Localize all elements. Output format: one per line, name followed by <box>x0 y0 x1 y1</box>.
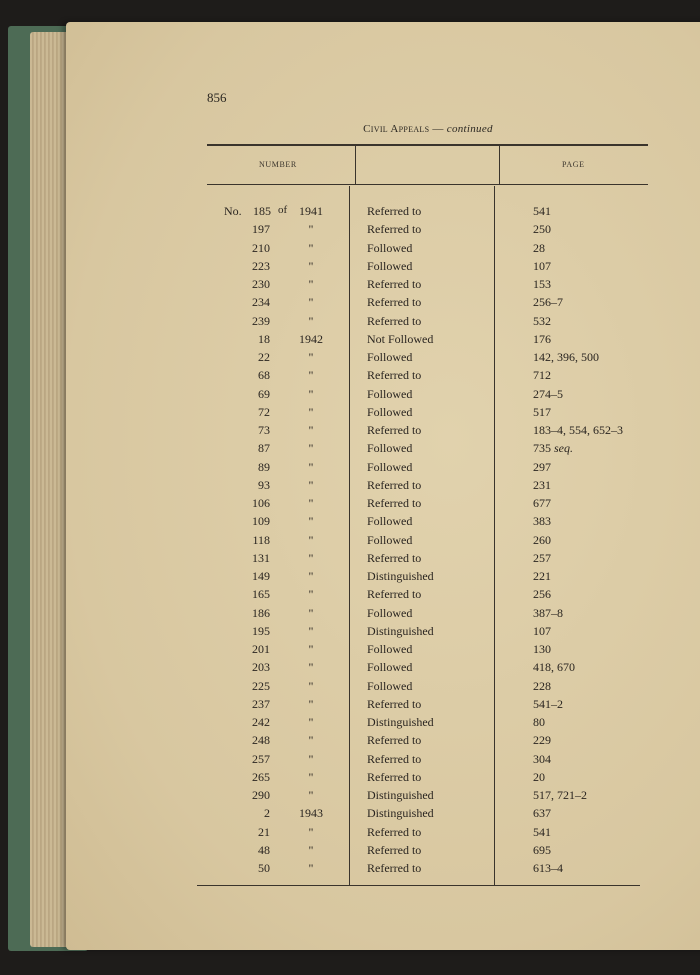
row-year: " <box>308 423 314 437</box>
row-page: 142, 396, 500 <box>533 350 599 364</box>
table-bottom-rule <box>197 885 640 886</box>
table-row <box>0 350 700 368</box>
table-row <box>0 569 700 587</box>
row-page: 274–5 <box>533 386 563 401</box>
row-treatment: Referred to <box>367 313 422 328</box>
row-page: 613–4 <box>533 861 563 875</box>
row-year: " <box>308 550 314 565</box>
row-number: 223 <box>252 258 270 273</box>
row-year: " <box>308 368 314 383</box>
table-row <box>0 277 700 295</box>
row-number: 257 <box>252 751 270 766</box>
table-row <box>0 733 700 751</box>
row-number: 225 <box>252 678 270 693</box>
table-row <box>0 295 700 313</box>
row-page: 712 <box>533 368 551 383</box>
table-row <box>0 715 700 733</box>
row-treatment: Followed <box>367 459 413 474</box>
row-number: 50 <box>258 861 270 875</box>
row-year: 1941 <box>299 204 323 218</box>
row-number: 106 <box>252 496 270 510</box>
row-treatment: Distinguished <box>367 806 434 821</box>
row-year: " <box>308 842 314 857</box>
table-row <box>0 405 700 423</box>
row-treatment: Distinguished <box>367 623 434 638</box>
row-treatment: Followed <box>367 350 413 364</box>
row-number: 72 <box>258 404 270 419</box>
row-treatment: Followed <box>367 404 413 419</box>
column-header-number: NUMBER <box>259 160 297 169</box>
row-page: 256–7 <box>533 295 563 310</box>
row-treatment: Referred to <box>367 842 422 857</box>
row-treatment: Referred to <box>367 277 422 291</box>
row-number: 186 <box>252 605 270 620</box>
row-page: 541–2 <box>533 696 563 711</box>
row-year: " <box>308 459 314 474</box>
row-treatment: Referred to <box>367 477 422 492</box>
row-page: 80 <box>533 715 545 729</box>
row-page: 517, 721–2 <box>533 788 587 802</box>
row-page: 183–4, 554, 652–3 <box>533 423 623 437</box>
row-treatment: Referred to <box>367 824 422 839</box>
row-number: 68 <box>258 368 270 383</box>
row-number: 48 <box>258 842 270 857</box>
table-row <box>0 861 700 879</box>
table-row <box>0 533 700 551</box>
row-year: " <box>308 295 314 310</box>
row-treatment: Followed <box>367 605 413 620</box>
row-page: 250 <box>533 222 551 237</box>
row-number: 197 <box>252 222 270 237</box>
row-treatment: Followed <box>367 240 413 255</box>
table-row <box>0 478 700 496</box>
row-page: 28 <box>533 240 545 255</box>
table-row <box>0 843 700 861</box>
table-row <box>0 697 700 715</box>
table-row <box>0 368 700 386</box>
row-page-cell <box>533 441 573 456</box>
row-year: " <box>308 733 314 748</box>
column-header-page: PAGE <box>562 160 585 169</box>
row-treatment: Followed <box>367 386 413 401</box>
row-year: " <box>308 788 314 802</box>
table-row <box>0 752 700 770</box>
row-year: " <box>308 861 314 875</box>
running-head-title: Civil Appeals <box>363 123 430 135</box>
row-treatment: Referred to <box>367 751 422 766</box>
row-number: 203 <box>252 660 270 675</box>
row-treatment: Distinguished <box>367 715 434 729</box>
row-number: 230 <box>252 277 270 291</box>
row-treatment: Followed <box>367 642 413 656</box>
row-year: " <box>308 696 314 711</box>
row-page: 517 <box>533 404 551 419</box>
row-year: " <box>308 587 314 602</box>
row-year: " <box>308 532 314 547</box>
row-year: " <box>308 605 314 620</box>
row-page: 256 <box>533 587 551 602</box>
table-row <box>0 825 700 843</box>
row-number: 131 <box>252 550 270 565</box>
row-number: 165 <box>252 587 270 602</box>
table-row <box>0 460 700 478</box>
row-year: " <box>308 258 314 273</box>
row-treatment: Referred to <box>367 861 422 875</box>
row-page: 304 <box>533 751 551 766</box>
row-number: 93 <box>258 477 270 492</box>
row-year: " <box>308 313 314 328</box>
row-treatment: Referred to <box>367 696 422 711</box>
row-year: " <box>308 678 314 693</box>
row-treatment: Referred to <box>367 496 422 510</box>
row-year: " <box>308 240 314 255</box>
row-treatment: Followed <box>367 678 413 693</box>
row-treatment: Referred to <box>367 550 422 565</box>
row-page: 383 <box>533 514 551 529</box>
row-treatment: Distinguished <box>367 788 434 802</box>
row-page: 130 <box>533 642 551 656</box>
row-year: " <box>308 477 314 492</box>
row-year: 1943 <box>299 806 323 821</box>
row-page: 153 <box>533 277 551 291</box>
row-treatment: Distinguished <box>367 569 434 583</box>
row-page: 735 <box>533 441 551 456</box>
table-row <box>0 624 700 642</box>
table-row <box>0 606 700 624</box>
row-number: 87 <box>258 441 270 456</box>
row-page: 20 <box>533 769 545 784</box>
table-row <box>0 551 700 569</box>
row-number: 21 <box>258 824 270 839</box>
row-prefix: No. <box>224 204 242 218</box>
row-year: " <box>308 623 314 638</box>
row-treatment: Referred to <box>367 295 422 310</box>
row-treatment: Referred to <box>367 423 422 437</box>
row-number: 22 <box>258 350 270 364</box>
row-year: " <box>308 824 314 839</box>
row-year: " <box>308 715 314 729</box>
row-number: 290 <box>252 788 270 802</box>
table-row <box>0 806 700 824</box>
table-row <box>0 222 700 240</box>
row-treatment: Referred to <box>367 204 422 218</box>
row-page: 107 <box>533 258 551 273</box>
row-treatment: Referred to <box>367 368 422 383</box>
table-row <box>0 496 700 514</box>
row-treatment: Followed <box>367 514 413 529</box>
row-treatment: Referred to <box>367 587 422 602</box>
row-year: " <box>308 386 314 401</box>
table-row <box>0 660 700 678</box>
row-year: " <box>308 569 314 583</box>
row-number: 201 <box>252 642 270 656</box>
table-row <box>0 788 700 806</box>
row-page: 257 <box>533 550 551 565</box>
row-number: 239 <box>252 313 270 328</box>
row-page: 532 <box>533 313 551 328</box>
table-row <box>0 770 700 788</box>
row-treatment: Referred to <box>367 769 422 784</box>
row-number: 237 <box>252 696 270 711</box>
row-year: " <box>308 441 314 456</box>
row-page: 418, 670 <box>533 660 575 675</box>
row-year: " <box>308 222 314 237</box>
page-number: 856 <box>207 90 227 105</box>
row-page: 229 <box>533 733 551 748</box>
row-year: " <box>308 660 314 675</box>
row-page: 176 <box>533 331 551 346</box>
row-year: " <box>308 350 314 364</box>
table-row <box>0 587 700 605</box>
row-page: 297 <box>533 459 551 474</box>
row-treatment: Followed <box>367 660 413 675</box>
row-number: 18 <box>258 331 270 346</box>
table-row <box>0 387 700 405</box>
row-treatment: Followed <box>367 441 413 456</box>
row-page: 231 <box>533 477 551 492</box>
row-of: of <box>278 204 288 216</box>
row-treatment: Not Followed <box>367 331 434 346</box>
row-page: 695 <box>533 842 551 857</box>
row-number: 69 <box>258 386 270 401</box>
row-year: " <box>308 642 314 656</box>
table-row <box>0 241 700 259</box>
table-row <box>0 332 700 350</box>
row-year: " <box>308 404 314 419</box>
running-head-separator: — <box>429 123 447 135</box>
table-row <box>0 642 700 660</box>
row-year: " <box>308 277 314 291</box>
running-head-continued: continued <box>446 123 493 135</box>
table-row <box>0 441 700 459</box>
table-row <box>0 679 700 697</box>
row-number: 73 <box>258 423 270 437</box>
row-number: 149 <box>252 569 270 583</box>
row-page: 228 <box>533 678 551 693</box>
row-year: " <box>308 751 314 766</box>
row-number: 89 <box>258 459 270 474</box>
row-page: 677 <box>533 496 551 510</box>
row-page: 541 <box>533 824 551 839</box>
row-year: 1942 <box>299 331 323 346</box>
row-number: 234 <box>252 295 270 310</box>
row-number: 2 <box>264 806 270 821</box>
row-number: 195 <box>252 623 270 638</box>
row-page: 260 <box>533 532 551 547</box>
row-treatment: Referred to <box>367 733 422 748</box>
table-row <box>0 259 700 277</box>
row-page: 221 <box>533 569 551 583</box>
row-year: " <box>308 769 314 784</box>
table-row <box>0 204 700 222</box>
row-year: " <box>308 514 314 529</box>
row-treatment: Followed <box>367 258 413 273</box>
row-number: 109 <box>252 514 270 529</box>
row-page: 541 <box>533 204 551 218</box>
row-number: 185 <box>253 204 271 218</box>
row-number: 210 <box>252 240 270 255</box>
row-number: 248 <box>252 733 270 748</box>
row-page: 107 <box>533 623 551 638</box>
row-page: 387–8 <box>533 605 563 620</box>
row-page: 637 <box>533 806 551 821</box>
table-row <box>0 514 700 532</box>
row-treatment: Referred to <box>367 222 422 237</box>
row-number: 118 <box>252 532 270 547</box>
row-number: 265 <box>252 769 270 784</box>
row-treatment: Followed <box>367 532 413 547</box>
row-number: 242 <box>252 715 270 729</box>
table-row <box>0 423 700 441</box>
row-year: " <box>308 496 314 510</box>
row-page-seq: seq. <box>554 441 573 456</box>
table-row <box>0 314 700 332</box>
